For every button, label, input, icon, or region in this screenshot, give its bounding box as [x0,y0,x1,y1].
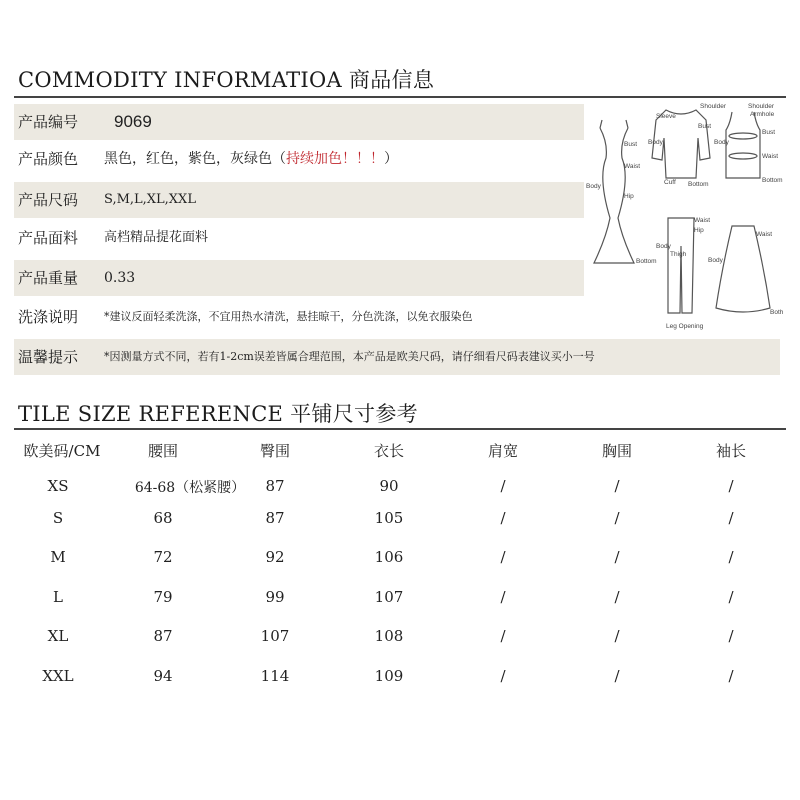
cell-sleeve: / [728,588,734,606]
label-waist-2: Waist [624,163,641,170]
color-highlight: 持续加色！！！ [286,151,384,167]
info-row-product-size [14,182,584,218]
label-leg-opening: Leg Opening [666,323,704,330]
label-body: Body [648,139,663,146]
cell-length: 105 [374,509,404,527]
header-waist: 腰围 [147,442,178,460]
label-body-2: Body [714,139,729,146]
label-cuff: Cuff [664,179,676,186]
label-body-4: Body [656,243,671,250]
cell-size: XS [47,477,69,495]
wash-instructions-value: *建议反面轻柔洗涤，不宜用热水清洗，悬挂晾干，分色洗涤，以免衣服染色 [104,310,473,323]
label-armhole: Armhole [750,111,775,118]
cell-size: M [50,548,66,566]
cell-waist: 64-68（松紧腰） [134,480,246,496]
label-waist-4: Waist [756,231,773,238]
label-bottom: Bottom [688,181,709,188]
cell-bust: / [614,667,620,685]
label-bottom-3: Bottom [636,258,657,265]
label-bust-2: Bust [762,129,776,136]
label-sleeve: Sleeve [656,113,676,120]
cell-bust: / [614,509,620,527]
info-label: 洗涤说明 [18,308,79,326]
info-row-wash-instructions [14,299,584,335]
cell-length: 106 [374,548,404,566]
product-size-value: S,M,L,XL,XXL [104,192,196,207]
cell-size: S [52,509,64,527]
header-size: 欧美码/CM [23,442,101,460]
header-shoulder: 肩宽 [487,442,518,460]
cell-waist: 79 [153,588,173,606]
cell-hip: 99 [265,588,285,606]
cell-bust: / [614,548,620,566]
cell-size: XXL [42,667,74,685]
measurement-diagram [584,98,786,336]
cell-size: L [53,588,63,606]
label-waist: Waist [762,153,779,160]
label-waist-3: Waist [694,217,711,224]
header-bust: 胸围 [601,442,632,460]
info-label: 产品编号 [18,113,79,131]
label-bottom-2: Bottom [762,177,783,184]
label-thigh: Thigh [670,251,687,258]
cell-length: 109 [374,667,404,685]
label-bust-3: Bust [624,141,638,148]
cell-sleeve: / [728,548,734,566]
cell-waist: 72 [153,548,173,566]
header-sleeve: 袖长 [715,442,746,460]
cell-bust: / [614,477,620,495]
header-hip: 臀围 [259,442,290,460]
info-row-product-fabric [14,220,584,256]
cell-sleeve: / [728,627,734,645]
cell-hip: 92 [265,548,285,566]
cell-hip: 87 [265,477,285,495]
cell-shoulder: / [500,477,506,495]
info-label: 产品重量 [18,269,79,287]
cell-shoulder: / [500,509,506,527]
color-suffix: ） [384,151,398,167]
info-row-product-number [14,104,584,140]
cell-sleeve: / [728,477,734,495]
cell-bust: / [614,627,620,645]
garment-illustrations [584,98,786,336]
cell-length: 90 [379,477,399,495]
label-bust: Bust [698,123,712,130]
cell-shoulder: / [500,627,506,645]
product-color-value [104,141,398,177]
product-number-value: 9069 [114,112,152,131]
info-row-product-color [14,141,584,177]
cell-hip: 114 [260,667,290,685]
cell-shoulder: / [500,548,506,566]
label-body-3: Body [586,183,601,190]
product-fabric-value: 高档精品提花面料 [104,230,209,245]
size-title-rule [14,428,786,430]
label-shoulder: Shoulder [700,103,727,110]
cell-length: 107 [374,588,404,606]
label-shoulder-2: Shoulder [748,103,775,110]
label-hip-2: Hip [694,227,704,234]
label-both: Both [770,309,784,316]
cell-shoulder: / [500,667,506,685]
cell-waist: 68 [153,509,173,527]
cell-waist: 87 [153,627,173,645]
color-list: 黑色，红色，紫色，灰绿色（ [104,151,286,167]
info-label: 产品颜色 [18,150,79,168]
info-row-tips [14,339,780,375]
cell-length: 108 [374,627,404,645]
info-label: 产品面料 [18,229,79,247]
product-weight-value: 0.33 [104,270,136,286]
cell-shoulder: / [500,588,506,606]
info-row-product-weight [14,260,584,296]
commodity-info-title: COMMODITY INFORMATIOA 商品信息 [18,68,435,92]
cell-sleeve: / [728,509,734,527]
cell-size: XL [47,627,69,645]
tips-value: *因测量方式不同，若有1-2cm误差皆属合理范围，本产品是欧美尺码，请仔细看尺码表建议买小一号 [104,350,595,363]
cell-hip: 107 [260,627,290,645]
cell-hip: 87 [265,509,285,527]
cell-waist: 94 [153,667,173,685]
size-reference-title: TILE SIZE REFERENCE 平铺尺寸参考 [18,402,418,426]
info-label: 产品尺码 [18,191,79,209]
info-label: 温馨提示 [18,348,79,366]
cell-bust: / [614,588,620,606]
label-hip: Hip [624,193,634,200]
label-body-5: Body [708,257,723,264]
header-length: 衣长 [373,442,404,460]
cell-sleeve: / [728,667,734,685]
